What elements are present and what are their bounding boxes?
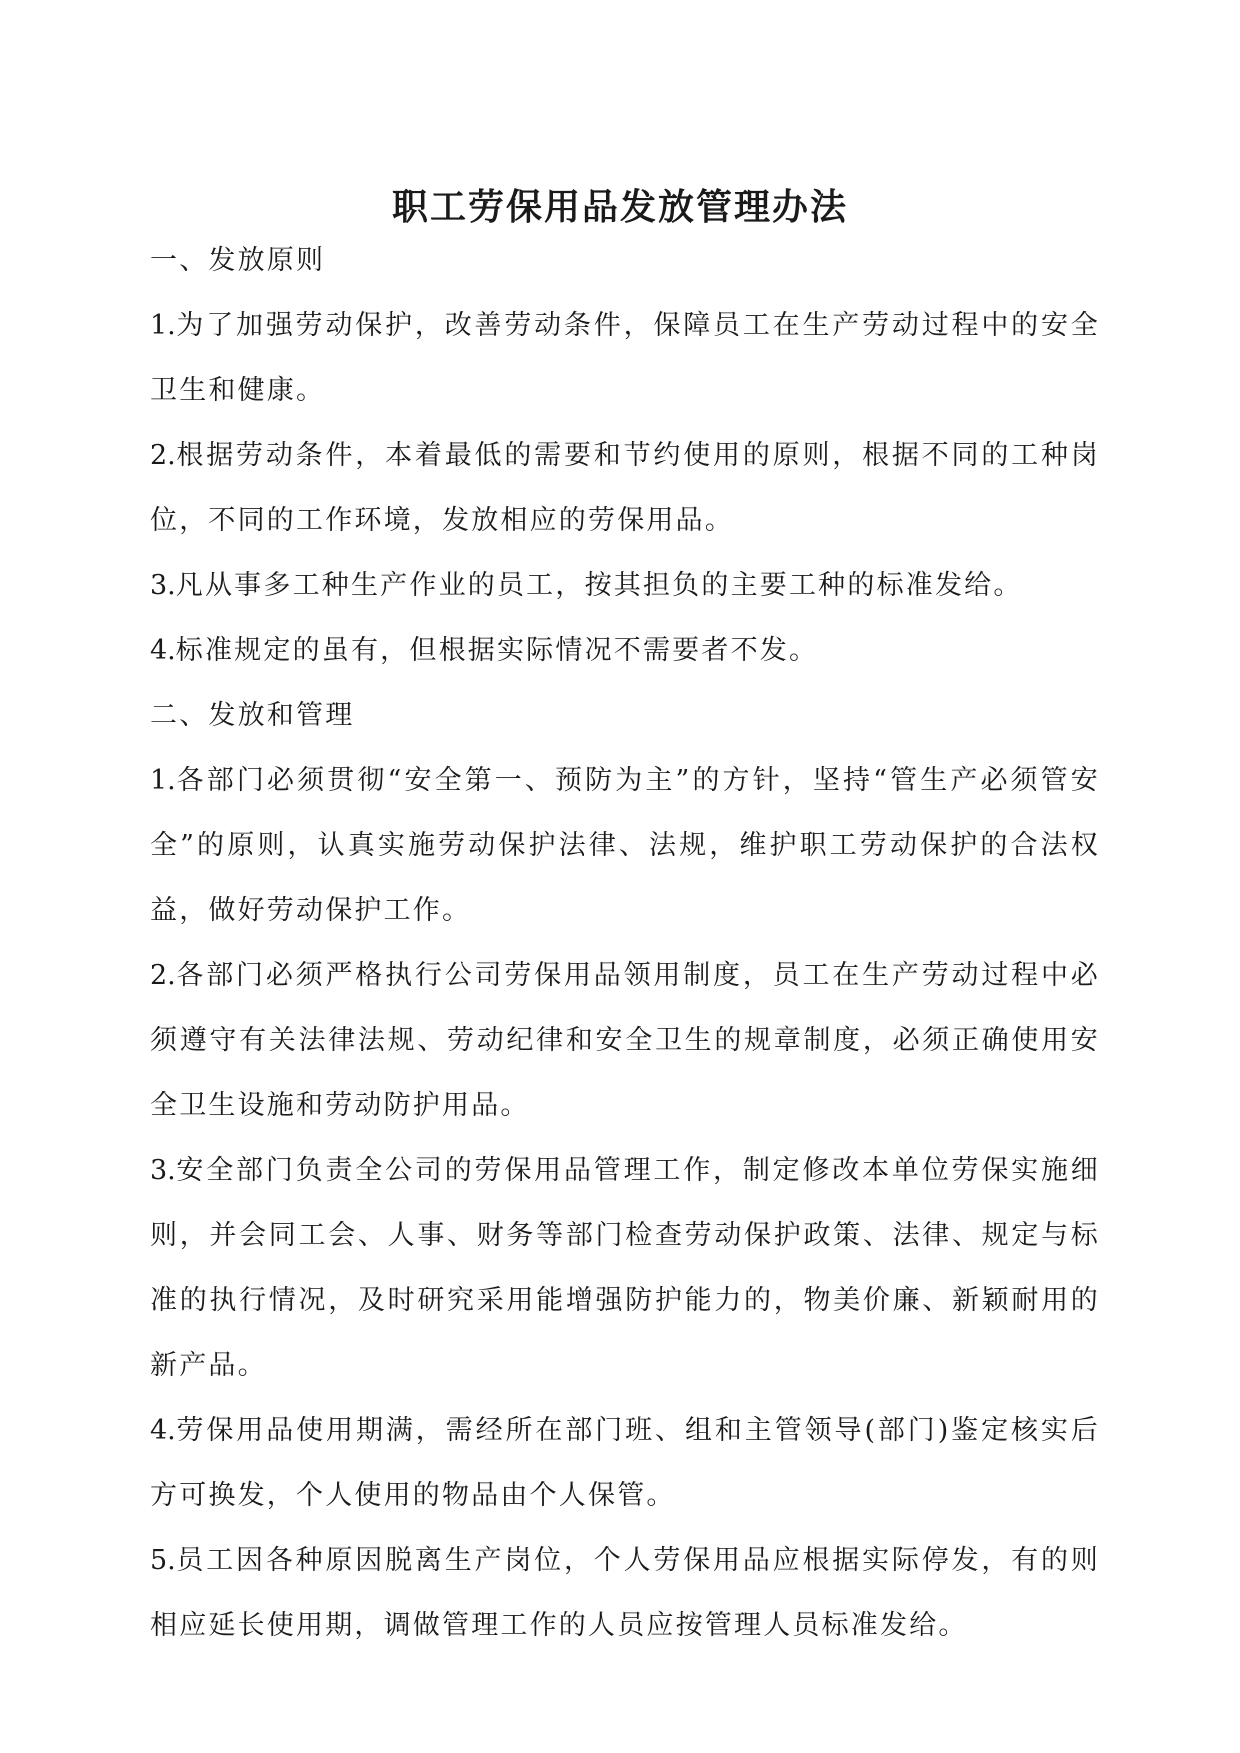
clause-item [150, 618, 1100, 683]
clause-text: 安全部门负责全公司的劳保用品管理工作，制定修改本单位劳保实施细则，并会同工会、人事、财务等部门检查劳动保护政策、法律、规定与标准的执行情况，及时研究采用能增强防护能力的，物美价廉、新颖耐用的新产品。 [150, 1155, 1100, 1381]
clause-number: 4. [150, 1415, 176, 1446]
document-body [150, 228, 1100, 1658]
clause-item [150, 1528, 1100, 1658]
clause-text: 员工因各种原因脱离生产岗位，个人劳保用品应根据实际停发，有的则相应延长使用期，调做管理工作的人员应按管理人员标准发给。 [150, 1545, 1100, 1641]
clause-number: 2. [150, 960, 176, 991]
clause-text: 各部门必须贯彻“安全第一、预防为主”的方针，坚持“管生产必须管安全”的原则，认真实施劳动保护法律、法规，维护职工劳动保护的合法权益，做好劳动保护工作。 [150, 765, 1100, 926]
clause-text: 标准规定的虽有，但根据实际情况不需要者不发。 [175, 635, 819, 666]
clause-item [150, 943, 1100, 1138]
clause-number: 3. [150, 570, 176, 601]
clause-item [150, 1138, 1100, 1398]
document-title: 职工劳保用品发放管理办法 [391, 186, 848, 229]
section-heading: 二、发放和管理 [150, 700, 355, 731]
clause-number: 3. [150, 1155, 176, 1186]
clause-number: 2. [150, 440, 176, 471]
clause-text: 凡从事多工种生产作业的员工，按其担负的主要工种的标准发给。 [175, 570, 1023, 601]
clause-item [150, 748, 1100, 943]
clause-item [150, 293, 1100, 423]
clause-text: 劳保用品使用期满，需经所在部门班、组和主管领导(部门)鉴定核实后方可换发，个人使用的物品由个人保管。 [150, 1415, 1100, 1511]
clause-item [150, 423, 1100, 553]
clause-text: 为了加强劳动保护，改善劳动条件，保障员工在生产劳动过程中的安全卫生和健康。 [150, 310, 1100, 406]
clause-number: 5. [150, 1545, 176, 1576]
clause-number: 1. [150, 310, 176, 341]
clause-item [150, 1398, 1100, 1528]
clause-number: 4. [150, 635, 176, 666]
clause-item [150, 553, 1100, 618]
clause-text: 根据劳动条件，本着最低的需要和节约使用的原则，根据不同的工种岗位，不同的工作环境，发放相应的劳保用品。 [150, 440, 1100, 536]
section-heading: 一、发放原则 [150, 245, 326, 276]
clause-number: 1. [150, 765, 176, 796]
clause-text: 各部门必须严格执行公司劳保用品领用制度，员工在生产劳动过程中必须遵守有关法律法规、劳动纪律和安全卫生的规章制度，必须正确使用安全卫生设施和劳动防护用品。 [150, 960, 1100, 1121]
